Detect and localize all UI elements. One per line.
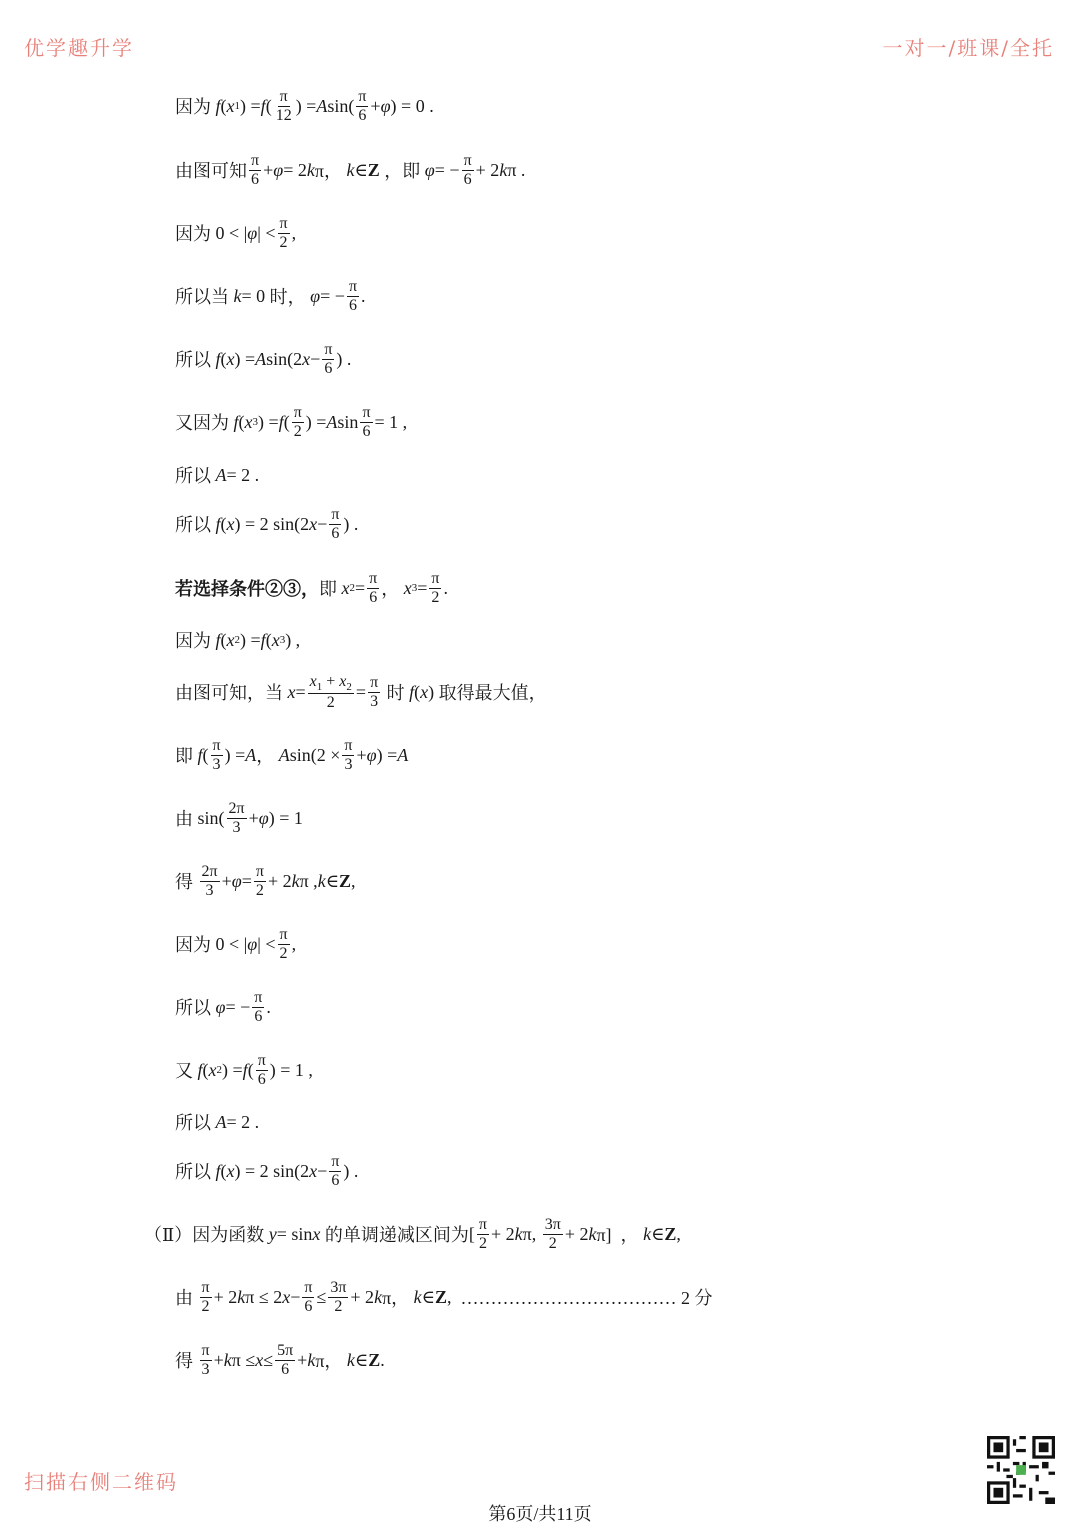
solution-line: 所以 f ( x ) = 2 sin(2 x − $\frac{\pi}{6}$ ) . <box>175 505 359 542</box>
solution-line: 由图可知，当 x = $\frac{x_1 + x_2}{2}$ = $\frac{\pi}{3}$ 时 f ( x ) 取得最大值， <box>175 672 547 711</box>
solution-line: 因为 f ( x 1 ) = f ( $\frac{\pi}{12}$ ) = A sin( $\frac{\pi}{6}$ + φ ) = 0 . <box>175 87 434 124</box>
solution-line: 所以当 k = 0 时， φ = − $\frac{\pi}{6}$ . <box>175 277 366 314</box>
solution-line: 因为 0 < | φ | < $\frac{\pi}{2}$ , <box>175 214 297 251</box>
solution-line: 因为 f ( x 2 ) = f ( x 3 ) , <box>175 629 301 651</box>
solution-line: （Ⅱ）因为函数 y = sin x 的单调递减区间为 [ $\frac{\pi}{2}$ + 2 k π, $\frac{3\pi}{2}$ + 2 k π] ， k ∈ Z , <box>144 1215 681 1252</box>
solution-line: 因为 0 < | φ | < $\frac{\pi}{2}$ , <box>175 925 297 962</box>
header-brand: 优学趣升学 <box>24 36 134 60</box>
solution-line: 由 $\frac{\pi}{2}$ + 2 k π ≤ 2 x − $\frac{\pi}{6}$ ≤ $\frac{3\pi}{2}$ + 2 k π， k ∈ Z , ……………………………… 2 分 <box>175 1278 713 1315</box>
footer-scan-hint: 扫描右侧二维码 <box>24 1470 178 1494</box>
solution-line: 所以 f ( x ) = A sin(2 x − $\frac{\pi}{6}$ ) . <box>175 340 352 377</box>
solution-line: 又 f ( x 2 ) = f ( $\frac{\pi}{6}$ ) = 1 , <box>175 1051 313 1088</box>
solution-line: 所以 φ = − $\frac{\pi}{6}$ . <box>175 988 271 1025</box>
solution-line: 得 $\frac{\pi}{3}$ + k π ≤ x ≤ $\frac{5\pi}{6}$ + k π， k ∈ Z . <box>175 1341 385 1378</box>
solution-line: 由 sin( $\frac{2\pi}{3}$ + φ ) = 1 <box>175 799 303 836</box>
solution-line: 得 $\frac{2\pi}{3}$ + φ = $\frac{\pi}{2}$ + 2 k π , k ∈ Z , <box>175 862 356 899</box>
qr-code-icon <box>987 1436 1055 1504</box>
solution-line: 所以 A = 2 . <box>175 1111 260 1133</box>
solution-line: 由图可知 $\frac{\pi}{6}$ + φ = 2 k π， k ∈ Z ，即 φ = − $\frac{\pi}{6}$ + 2 k π . <box>175 151 526 188</box>
header-services: 一对一/班课/全托 <box>882 36 1054 60</box>
solution-line: 若选择条件②③， 即 x 2 = $\frac{\pi}{6}$ ， x 3 = $\frac{\pi}{2}$ . <box>175 569 448 606</box>
solution-line: 所以 f ( x ) = 2 sin(2 x − $\frac{\pi}{6}$ ) . <box>175 1152 359 1189</box>
solution-line: 所以 A = 2 . <box>175 464 260 486</box>
solution-line: 即 f ( $\frac{\pi}{3}$ ) = A ， A sin(2 × $\frac{\pi}{3}$ + φ ) = A <box>175 736 409 773</box>
page-number: 第6页/共11页 <box>488 1504 592 1524</box>
solution-line: 又因为 f ( x 3 ) = f ( $\frac{\pi}{2}$ ) = A sin $\frac{\pi}{6}$ = 1 , <box>175 403 408 440</box>
